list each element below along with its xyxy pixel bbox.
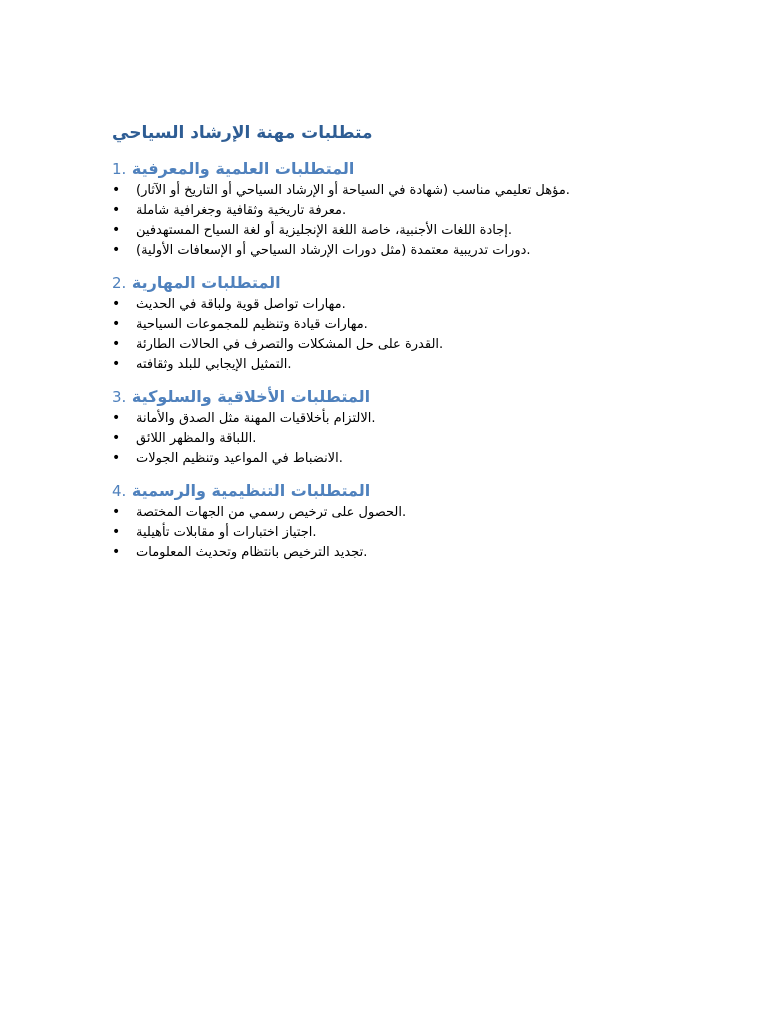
bullet-icon: • xyxy=(112,524,121,540)
list-item-text: .الالتزام بأخلاقيات المهنة مثل الصدق والأمانة xyxy=(136,411,376,426)
bullet-list xyxy=(112,180,672,260)
bullet-icon: • xyxy=(112,296,121,312)
section-3 xyxy=(112,386,672,468)
list-item-text: .مهارات قيادة وتنظيم للمجموعات السياحية xyxy=(136,317,368,332)
section-number: 4. xyxy=(112,482,127,500)
list-item xyxy=(112,314,672,334)
bullet-icon: • xyxy=(112,356,121,372)
section-heading xyxy=(112,272,672,294)
list-item-text: .القدرة على حل المشكلات والتصرف في الحالات الطارئة xyxy=(136,337,444,352)
section-title: المتطلبات الأخلاقية والسلوكية xyxy=(131,387,371,406)
list-item-text: .الحصول على ترخيص رسمي من الجهات المختصة xyxy=(136,505,407,520)
bullet-icon: • xyxy=(112,222,121,238)
list-item xyxy=(112,354,672,374)
section-number: 1. xyxy=(112,160,127,178)
list-item xyxy=(112,408,672,428)
list-item xyxy=(112,220,672,240)
section-title: المتطلبات المهارية xyxy=(131,273,281,292)
list-item-text: .اجتياز اختبارات أو مقابلات تأهيلية xyxy=(136,525,317,540)
list-item-text: .الانضباط في المواعيد وتنظيم الجولات xyxy=(136,451,343,466)
bullet-list xyxy=(112,408,672,468)
list-item-text: .إجادة اللغات الأجنبية، خاصة اللغة الإنجليزية أو لغة السياح المستهدفين xyxy=(136,223,513,238)
bullet-icon: • xyxy=(112,410,121,426)
list-item-text: .معرفة تاريخية وثقافية وجغرافية شاملة xyxy=(136,203,347,218)
bullet-icon: • xyxy=(112,202,121,218)
list-item xyxy=(112,502,672,522)
list-item-text: .دورات تدريبية معتمدة (مثل دورات الإرشاد السياحي أو الإسعافات الأولية) xyxy=(136,243,531,258)
bullet-icon: • xyxy=(112,430,121,446)
bullet-list xyxy=(112,502,672,562)
list-item-text: .تجديد الترخيص بانتظام وتحديث المعلومات xyxy=(136,545,368,560)
list-item-text: .مهارات تواصل قوية ولباقة في الحديث xyxy=(136,297,346,312)
section-heading xyxy=(112,386,672,408)
bullet-icon: • xyxy=(112,544,121,560)
bullet-icon: • xyxy=(112,504,121,520)
section-1 xyxy=(112,158,672,260)
list-item xyxy=(112,200,672,220)
section-number: 2. xyxy=(112,274,127,292)
section-2 xyxy=(112,272,672,374)
list-item xyxy=(112,294,672,314)
list-item-text: .مؤهل تعليمي مناسب (شهادة في السياحة أو الإرشاد السياحي أو التاريخ أو الآثار) xyxy=(136,183,570,198)
bullet-icon: • xyxy=(112,182,121,198)
list-item xyxy=(112,180,672,200)
section-number: 3. xyxy=(112,388,127,406)
document-page xyxy=(112,120,672,574)
bullet-icon: • xyxy=(112,336,121,352)
document-title: متطلبات مهنة الإرشاد السياحي xyxy=(112,123,373,143)
list-item-text: .التمثيل الإيجابي للبلد وثقافته xyxy=(136,357,292,372)
list-item xyxy=(112,334,672,354)
bullet-icon: • xyxy=(112,450,121,466)
section-title: المتطلبات التنظيمية والرسمية xyxy=(131,481,371,500)
section-4 xyxy=(112,480,672,562)
section-title: المتطلبات العلمية والمعرفية xyxy=(131,159,355,178)
list-item xyxy=(112,522,672,542)
bullet-icon: • xyxy=(112,316,121,332)
section-heading xyxy=(112,158,672,180)
list-item xyxy=(112,428,672,448)
list-item xyxy=(112,240,672,260)
list-item xyxy=(112,542,672,562)
list-item xyxy=(112,448,672,468)
bullet-icon: • xyxy=(112,242,121,258)
section-heading xyxy=(112,480,672,502)
list-item-text: .اللباقة والمظهر اللائق xyxy=(136,431,257,446)
bullet-list xyxy=(112,294,672,374)
